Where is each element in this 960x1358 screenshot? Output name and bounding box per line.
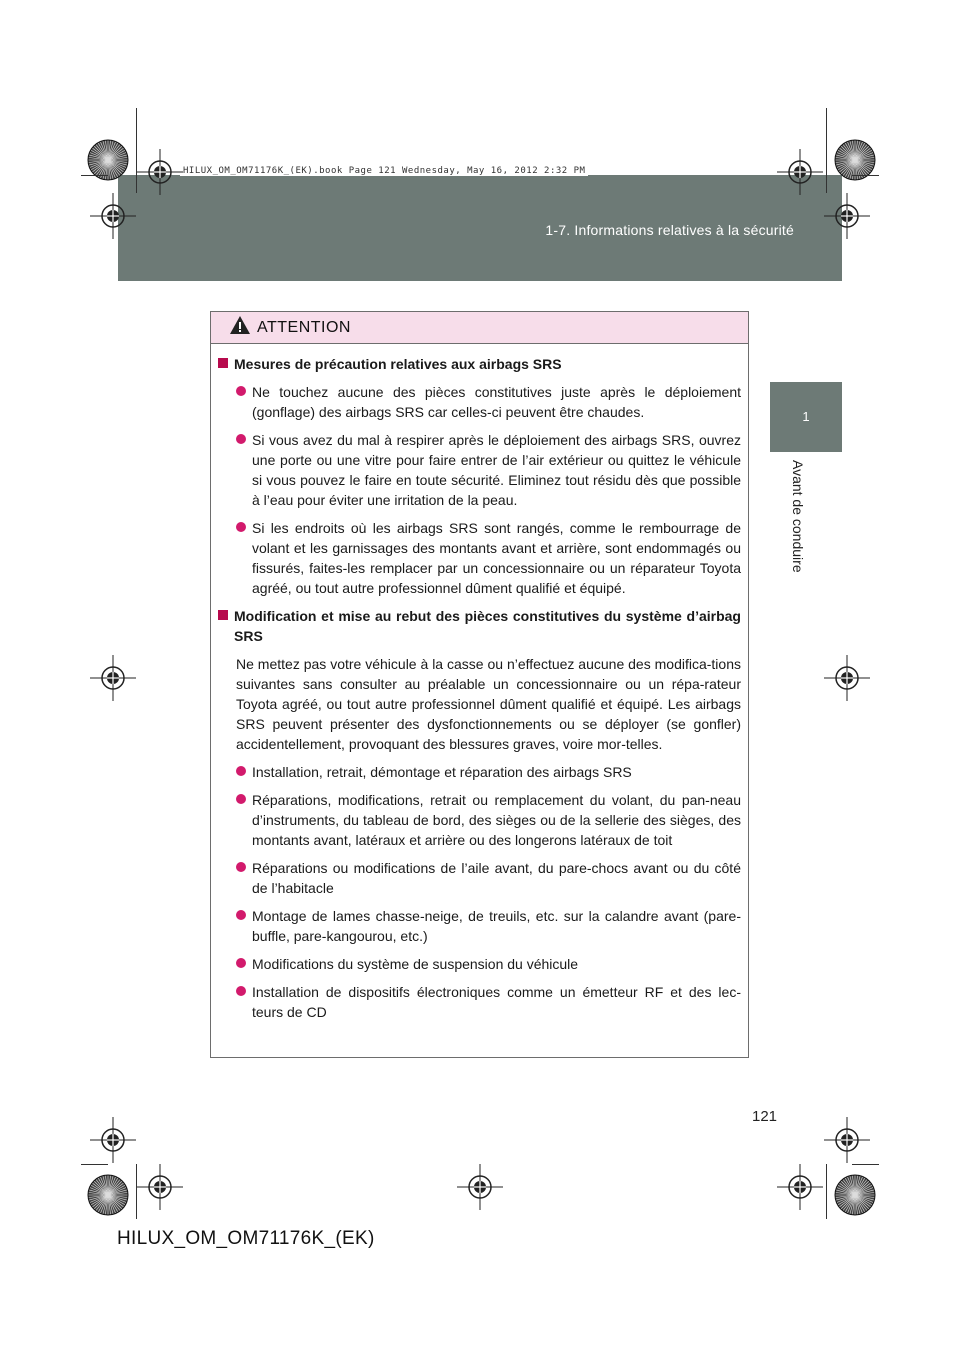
list-item: Montage de lames chasse-neige, de treuils, etc. sur la calandre avant (pare-buffle, pare-kangourou, etc.) [236, 906, 741, 946]
bullet-dot-icon [236, 386, 246, 396]
list-item: Si les endroits où les airbags SRS sont rangés, comme le rembourrage de volant et les garnissages des montants avant et arrière, sont endommagés ou fissurés, faites-les remplacer par un concessionnaire ou un réparateur Toyota agréé, ou tout autre professionnel dûment qualifié et équipé. [236, 518, 741, 598]
warning-box [210, 311, 749, 1058]
registration-crosshair-icon [824, 1117, 870, 1163]
section-title: 1-7. Informations relatives à la sécurité [545, 222, 794, 238]
color-bar-starburst-icon [87, 1174, 129, 1216]
warning-title: ATTENTION [257, 318, 351, 336]
bullet-dot-icon [236, 766, 246, 776]
bullet-dot-icon [236, 434, 246, 444]
warning-header [211, 312, 748, 344]
registration-crosshair-icon [777, 149, 823, 195]
list-item: Ne touchez aucune des pièces constitutives juste après le déploiement (gonflage) des airbags SRS car celles-ci peuvent être chaudes. [236, 382, 741, 422]
registration-crosshair-icon [90, 1117, 136, 1163]
bullet-dot-icon [236, 986, 246, 996]
section-paragraph: Ne mettez pas votre véhicule à la casse ou n’effectuez aucune des modifica-tions suivantes sans consulter au préalable un concessionnaire ou un répa-rateur Toyota agréé, ou tout autre professionnel dûment qualifié et équipé. Les airbags SRS peuvent présenter des dysfonctionnements ou se déployer (se gonfler) accidentellement, provoquant des blessures graves, voire mor-telles. [236, 656, 741, 752]
crop-mark [826, 108, 827, 193]
bullet-dot-icon [236, 862, 246, 872]
registration-crosshair-icon [137, 1164, 183, 1210]
registration-crosshair-icon [90, 655, 136, 701]
chapter-number: 1 [802, 409, 810, 424]
registration-crosshair-icon [90, 193, 136, 239]
print-metadata: HILUX_OM_OM71176K_(EK).book Page 121 Wednesday, May 16, 2012 2:32 PM [180, 166, 588, 176]
registration-crosshair-icon [137, 149, 183, 195]
bullet-dot-icon [236, 794, 246, 804]
registration-crosshair-icon [457, 1164, 503, 1210]
bullet-dot-icon [236, 910, 246, 920]
chapter-label: Avant de conduire [790, 460, 806, 573]
list-item: Installation de dispositifs électroniques comme un émetteur RF et des lec-teurs de CD [236, 982, 741, 1022]
color-bar-starburst-icon [834, 1174, 876, 1216]
section-heading: Mesures de précaution relatives aux airbags SRS [218, 354, 741, 374]
square-bullet-icon [218, 358, 228, 368]
footer-code: HILUX_OM_OM71176K_(EK) [117, 1228, 375, 1249]
list-item: Réparations ou modifications de l’aile avant, du pare-chocs avant ou du côté de l’habitacle [236, 858, 741, 898]
list-item: Si vous avez du mal à respirer après le déploiement des airbags SRS, ouvrez une porte ou une vitre pour faire entrer de l’air extérieur ou quittez le véhicule si vous pouvez le faire en toute sécurité. Eliminez tout résidu dès que possible à l’eau pour éviter une irritation de la peau. [236, 430, 741, 510]
registration-crosshair-icon [824, 193, 870, 239]
crop-mark [81, 175, 108, 176]
list-item: Installation, retrait, démontage et réparation des airbags SRS [236, 762, 741, 782]
chapter-tab [770, 382, 842, 452]
warning-triangle-icon [229, 315, 251, 340]
page-number: 121 [752, 1108, 778, 1125]
crop-mark [852, 175, 879, 176]
crop-mark [852, 1164, 879, 1165]
list-item: Modifications du système de suspension du véhicule [236, 954, 741, 974]
crop-mark [81, 1164, 108, 1165]
crop-mark [136, 1164, 137, 1219]
bullet-dot-icon [236, 522, 246, 532]
list-item: Réparations, modifications, retrait ou remplacement du volant, du pan-neau d’instruments, du tableau de bord, des sièges ou de la sellerie des sièges, des montants avant, latéraux et arrière ou des longerons latéraux de toit [236, 790, 741, 850]
crop-mark [136, 108, 137, 193]
registration-crosshair-icon [777, 1164, 823, 1210]
crop-mark [826, 1164, 827, 1219]
warning-body [211, 344, 748, 1022]
registration-crosshair-icon [824, 655, 870, 701]
bullet-dot-icon [236, 958, 246, 968]
square-bullet-icon [218, 610, 228, 620]
section-heading: Modification et mise au rebut des pièces constitutives du système d’airbag SRS [218, 606, 741, 646]
